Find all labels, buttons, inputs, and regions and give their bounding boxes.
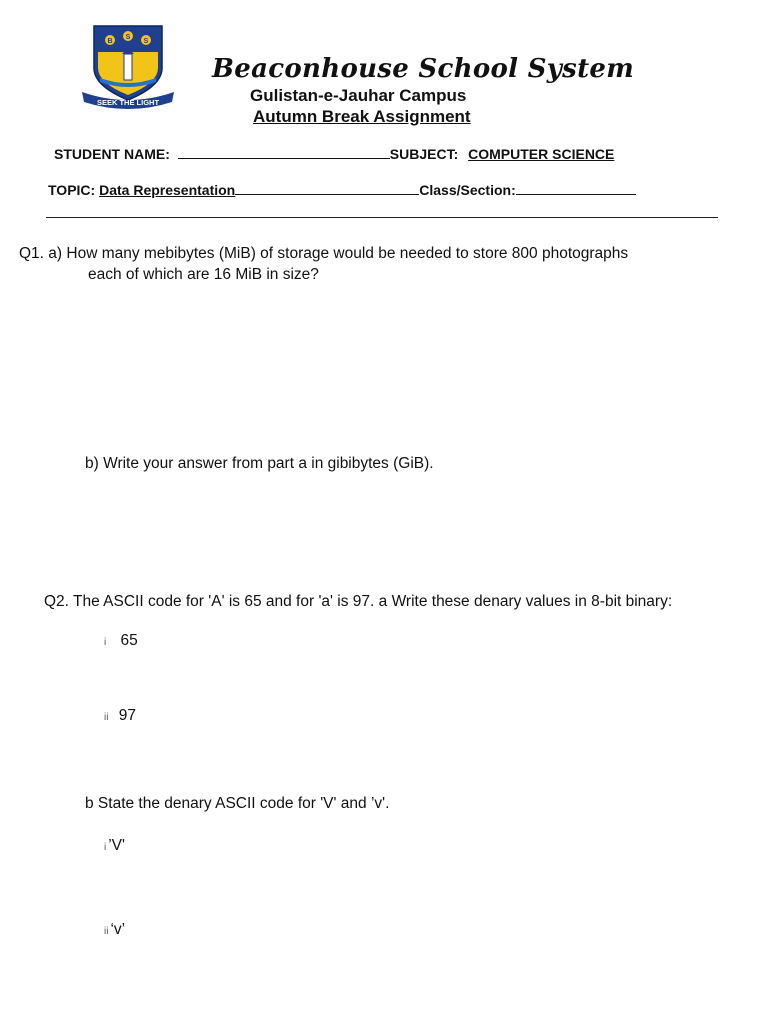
subject-value: COMPUTER SCIENCE <box>468 146 615 162</box>
q2b-item-i <box>104 837 125 855</box>
item-text: 97 <box>118 707 137 724</box>
header-divider <box>46 217 718 218</box>
item-text: ’V' <box>108 837 125 854</box>
roman-numeral: ii <box>104 712 109 723</box>
school-logo <box>80 22 176 114</box>
q2b-question: b State the denary ASCII code for 'V' and ’v'. <box>85 795 390 812</box>
student-name-field[interactable] <box>178 145 390 159</box>
q1a-question-line2: each of which are 16 MiB in size? <box>88 266 319 283</box>
logo-motto: SEEK THE LIGHT <box>96 98 160 107</box>
assignment-title: Autumn Break Assignment <box>253 107 471 126</box>
campus-name: Gulistan-e-Jauhar Campus <box>250 86 467 105</box>
roman-numeral: i <box>104 637 107 648</box>
logo-letter-2: S <box>125 34 131 41</box>
item-text: 65 <box>120 632 138 649</box>
q2a-item-ii <box>104 707 136 725</box>
logo-letter-3: S <box>143 38 149 45</box>
topic-value: Data Representation <box>99 182 236 198</box>
q2a-question: Q2. The ASCII code for 'A' is 65 and for 'a' is 97. a Write these denary values in 8-bit binary: <box>44 593 673 610</box>
roman-numeral: i <box>104 842 107 853</box>
item-text: ‘v’ <box>110 921 126 938</box>
student-name-label: STUDENT NAME: <box>54 146 170 162</box>
class-section-field[interactable] <box>516 181 636 195</box>
topic-class-row <box>48 181 636 198</box>
q2a-item-i <box>104 632 138 650</box>
q1a-question-line1: Q1. a) How many mebibytes (MiB) of storage would be needed to store 800 photographs <box>19 245 629 262</box>
school-name: Beaconhouse School System <box>212 54 635 84</box>
logo-letter-1: B <box>107 38 113 45</box>
class-section-label: Class/Section: <box>419 182 516 198</box>
topic-label: TOPIC: <box>48 182 96 198</box>
student-subject-row <box>54 145 614 162</box>
topic-underline <box>235 181 419 195</box>
q2b-item-ii <box>104 921 125 939</box>
q1b-question: b) Write your answer from part a in gibibytes (GiB). <box>85 455 434 472</box>
roman-numeral: ii <box>104 926 109 937</box>
subject-label: SUBJECT: <box>389 146 459 162</box>
